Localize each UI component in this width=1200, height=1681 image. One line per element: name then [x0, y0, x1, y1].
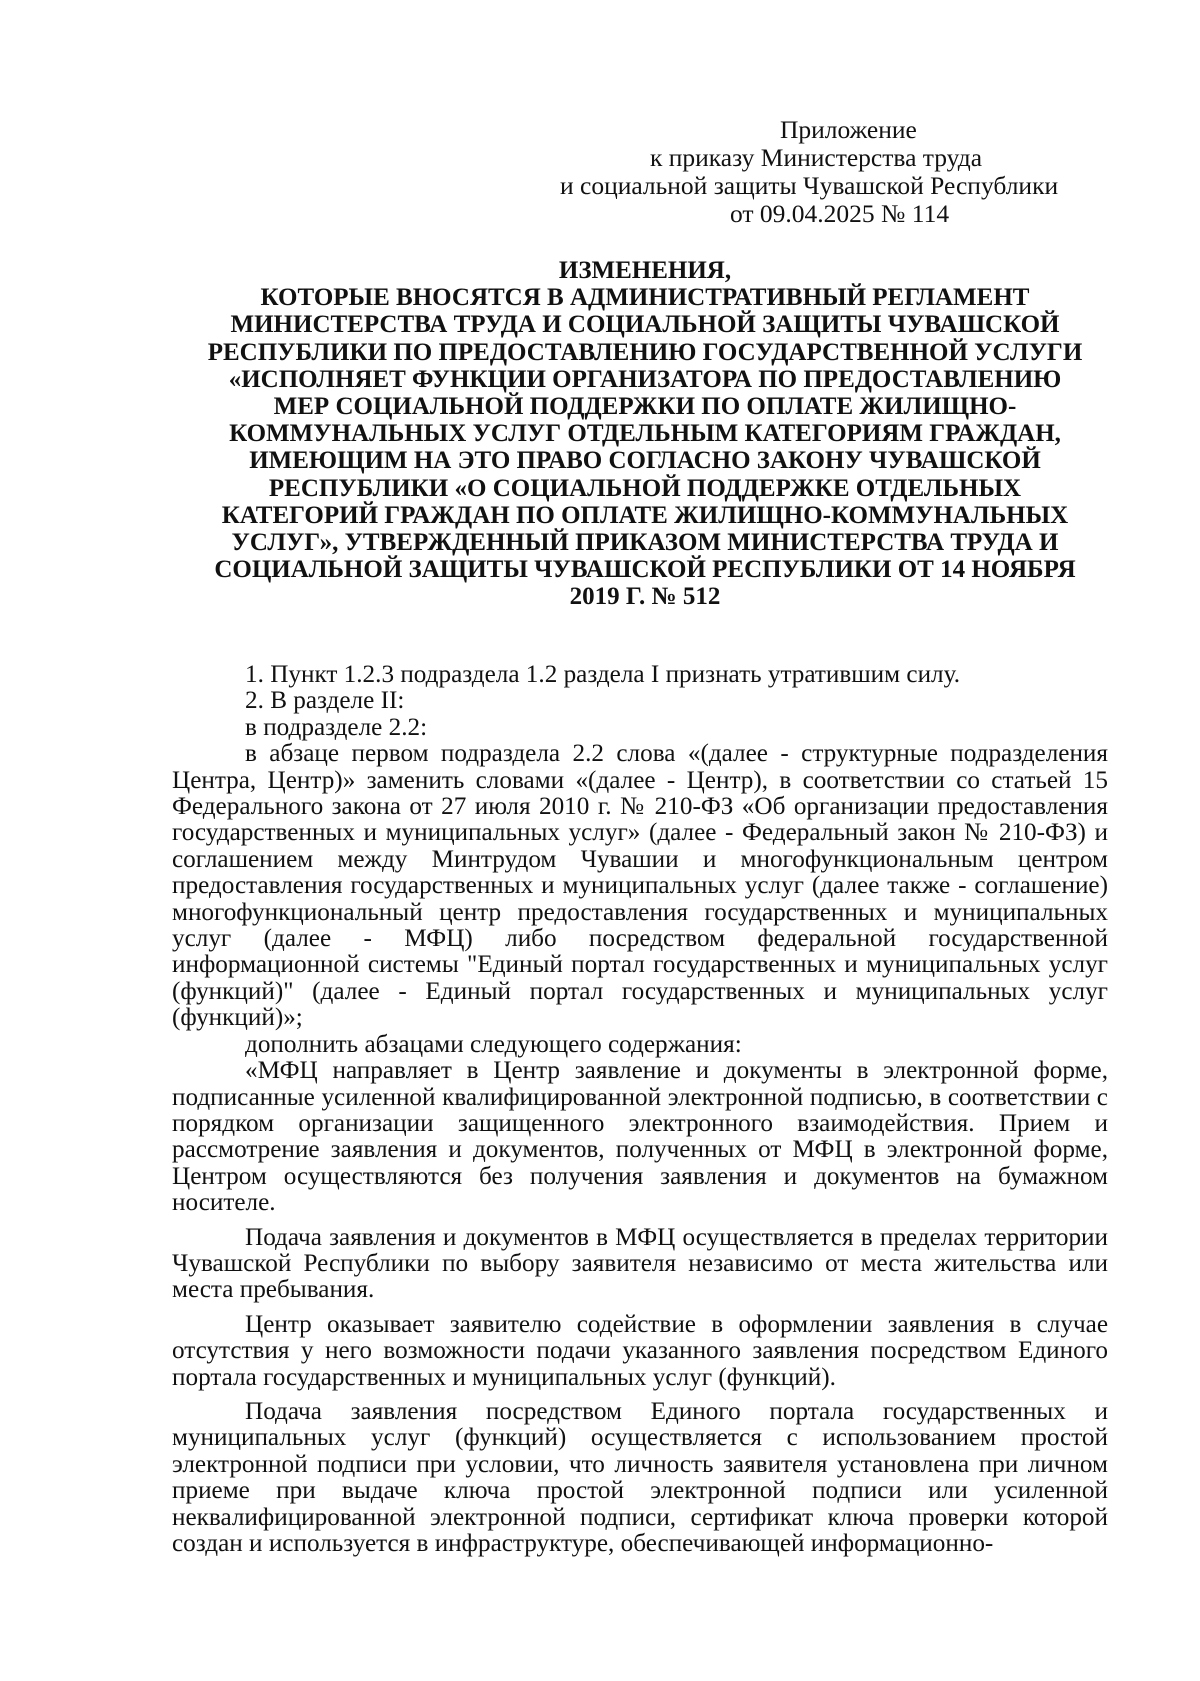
title-line: МЕР СОЦИАЛЬНОЙ ПОДДЕРЖКИ ПО ОПЛАТЕ ЖИЛИЩНО- — [273, 393, 1017, 421]
document-title — [180, 257, 1110, 611]
appendix-line: к приказу Министерства труда — [650, 143, 983, 172]
appendix-line: Приложение — [780, 115, 917, 144]
paragraph-supplement: дополнить абзацами следующего содержания: — [245, 1030, 742, 1058]
title-line: ИЗМЕНЕНИЯ, — [558, 257, 732, 284]
paragraph-portal: Подача заявления посредством Единого портала государственных и муниципальных услуг (функций) осуществляется с использованием простой электронной подписи при условии, что личность заявителя установлена при личном приеме при выдаче ключа простой электронной подписи или усиленной неквалифицированной электронной подписи, сертификат ключа проверки которой создан и используется в инфраструктуре, обеспечивающей информационно- — [172, 1397, 1108, 1557]
title-line: УСЛУГ», УТВЕРЖДЕННЫЙ ПРИКАЗОМ МИНИСТЕРСТВА ТРУДА И — [231, 529, 1059, 557]
title-line: ИМЕЮЩИМ НА ЭТО ПРАВО СОГЛАСНО ЗАКОНУ ЧУВАШСКОЙ — [249, 447, 1041, 475]
title-line: КАТЕГОРИЙ ГРАЖДАН ПО ОПЛАТЕ ЖИЛИЩНО-КОММУНАЛЬНЫХ — [221, 501, 1069, 529]
title-line: КОММУНАЛЬНЫХ УСЛУГ ОТДЕЛЬНЫМ КАТЕГОРИЯМ ГРАЖДАН, — [229, 420, 1061, 448]
title-line: СОЦИАЛЬНОЙ ЗАЩИТЫ ЧУВАШСКОЙ РЕСПУБЛИКИ ОТ 14 НОЯБРЯ — [214, 556, 1076, 584]
title-line: «ИСПОЛНЯЕТ ФУНКЦИИ ОРГАНИЗАТОРА ПО ПРЕДОСТАВЛЕНИЮ — [228, 365, 1062, 393]
title-line: РЕСПУБЛИКИ «О СОЦИАЛЬНОЙ ПОДДЕРЖКЕ ОТДЕЛЬНЫХ — [268, 474, 1022, 502]
paragraph-item-2: 2. В разделе II: — [245, 687, 405, 715]
appendix-date-line: от 09.04.2025 № 114 — [730, 199, 950, 228]
paragraph-submission: Подача заявления и документов в МФЦ осуществляется в пределах территории Чувашской Республики по выбору заявителя независимо от места жительства или места пребывания. — [172, 1223, 1108, 1304]
paragraph-mfc: «МФЦ направляет в Центр заявление и документы в электронной форме, подписанные усиленной квалифицированной электронной подписью, в соответствии с порядком организации защищенного электронного взаимодействия. Прием и рассмотрение заявления и документов, полученных от МФЦ в электронной форме, Центром осуществляются без получения заявления и документов на бумажном носителе. — [172, 1057, 1108, 1217]
appendix-line: и социальной защиты Чувашской Республики — [560, 171, 1059, 200]
title-line: 2019 Г. № 512 — [569, 583, 721, 611]
title-line: МИНИСТЕРСТВА ТРУДА И СОЦИАЛЬНОЙ ЗАЩИТЫ ЧУВАШСКОЙ — [230, 311, 1060, 339]
appendix-header — [560, 116, 1100, 228]
paragraph-amendment: в абзаце первом подраздела 2.2 слова «(далее - структурные подразделения Центра, Центр)» заменить словами «(далее - Центр), в соответствии со статьей 15 Федерального закона от 27 июля 2010 г. № 210-ФЗ «Об организации предоставления государственных и муниципальных услуг» (далее - Федеральный закон № 210-ФЗ) и соглашением между Минтрудом Чувашии и многофункциональным центром предоставления государственных и муниципальных услуг (далее также - соглашение) многофункциональный центр предоставления государственных и муниципальных услуг (далее - МФЦ) либо посредством федеральной государственной информационной системы "Единый портал государственных и муниципальных услуг (функций)" (далее - Единый портал государственных и муниципальных услуг (функций)»; — [172, 740, 1108, 1032]
paragraph-subsection: в подразделе 2.2: — [245, 713, 428, 741]
title-line: РЕСПУБЛИКИ ПО ПРЕДОСТАВЛЕНИЮ ГОСУДАРСТВЕННОЙ УСЛУГИ — [207, 338, 1083, 366]
document-body — [172, 662, 1108, 1557]
paragraph-item-1: 1. Пункт 1.2.3 подраздела 1.2 раздела I признать утратившим силу. — [245, 661, 960, 688]
title-line: КОТОРЫЕ ВНОСЯТСЯ В АДМИНИСТРАТИВНЫЙ РЕГЛАМЕНТ — [260, 284, 1030, 312]
paragraph-assistance: Центр оказывает заявителю содействие в оформлении заявления в случае отсутствия у него возможности подачи указанного заявления посредством Единого портала государственных и муниципальных услуг (функций). — [172, 1310, 1108, 1391]
